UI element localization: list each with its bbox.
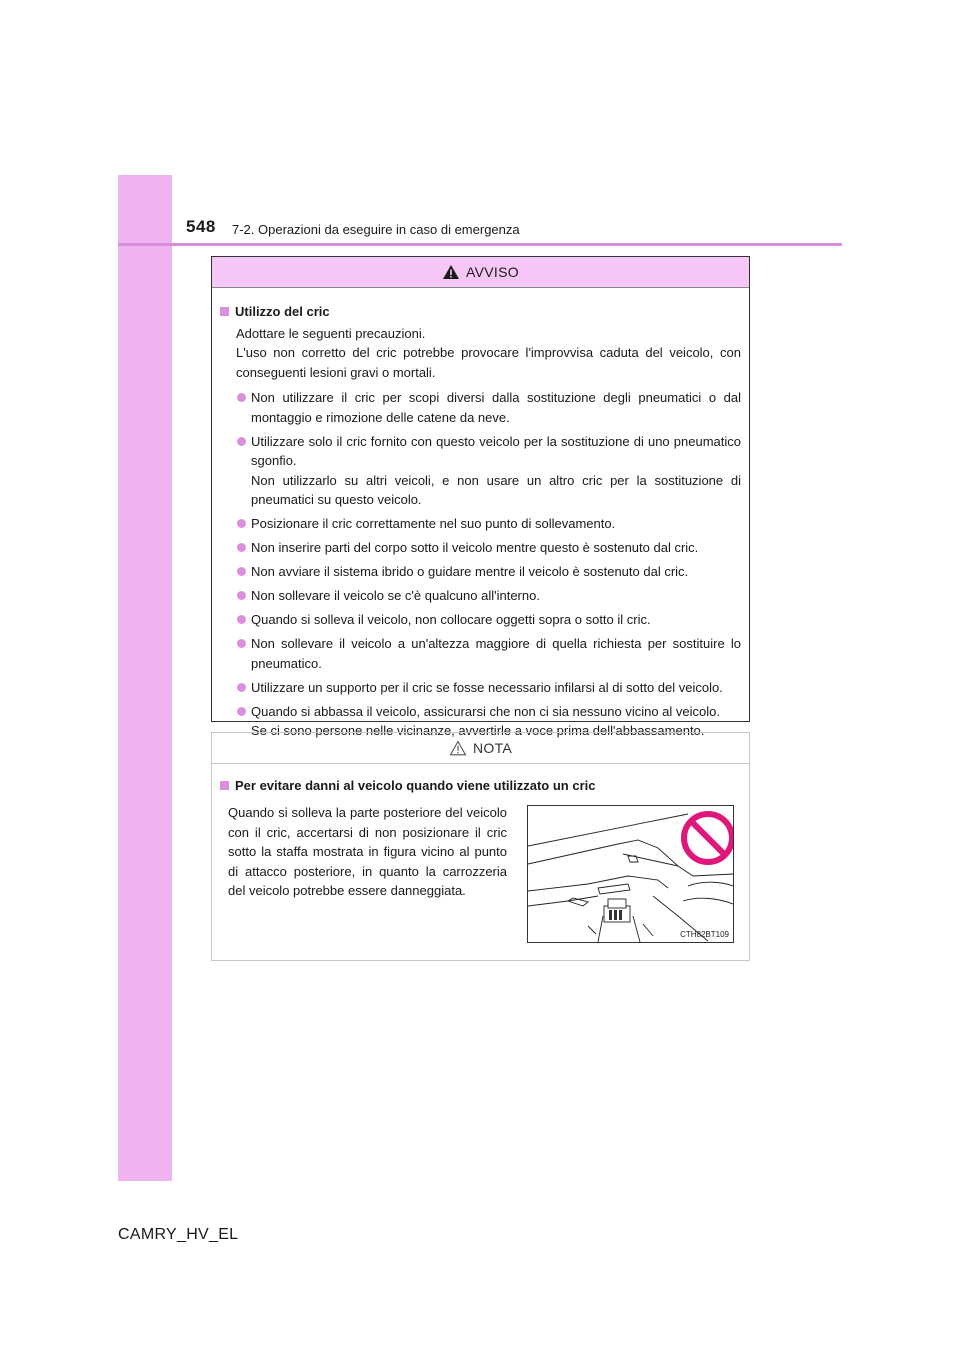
figure-code: CTH82BT109 — [680, 930, 729, 939]
warning-subheading — [220, 302, 741, 322]
bullet-dot-icon — [237, 707, 246, 716]
jack-under-vehicle-illustration — [528, 806, 733, 942]
list-item: Non avviare il sistema ibrido o guidare mentre il veicolo è sostenuto dal cric. — [220, 562, 741, 582]
list-item: Quando si solleva il veicolo, non collocare oggetti sopra o sotto il cric. — [220, 610, 741, 630]
page-number: 548 — [186, 217, 216, 236]
bullet-dot-icon — [237, 437, 246, 446]
list-item: Non sollevare il veicolo a un'altezza maggiore di quella richiesta per sostituire lo pneumatico. — [220, 634, 741, 673]
bullet-dot-icon — [237, 393, 246, 402]
list-item: Quando si abbassa il veicolo, assicurarsi che non ci sia nessuno vicino al veicolo. Se ci sono persone nelle vicinanze, avvertirle a voce prima dell'abbassamento. — [220, 702, 741, 741]
square-bullet-icon — [220, 781, 229, 790]
list-item: Non sollevare il veicolo se c'è qualcuno all'interno. — [220, 586, 741, 606]
bullet-dot-icon — [237, 683, 246, 692]
bullet-dot-icon — [237, 591, 246, 600]
notice-box — [211, 732, 750, 961]
notice-title: NOTA — [472, 740, 513, 756]
section-title: 7-2. Operazioni da eseguire in caso di emergenza — [232, 222, 520, 237]
warning-intro: Adottare le seguenti precauzioni. — [236, 325, 426, 341]
list-item: Non inserire parti del corpo sotto il veicolo mentre questo è sostenuto dal cric. — [220, 538, 741, 558]
list-item: Posizionare il cric correttamente nel suo punto di sollevamento. — [220, 514, 741, 534]
warning-box — [211, 256, 750, 738]
warning-triangle-icon — [442, 264, 460, 280]
bullet-dot-icon — [237, 543, 246, 552]
warning-bullet-list — [220, 388, 741, 741]
warning-subheading-text: Utilizzo del cric — [235, 304, 330, 319]
bullet-dot-icon — [237, 639, 246, 648]
header-rule — [118, 243, 842, 246]
warning-intro-2: L'uso non corretto del cric potrebbe provocare l'improvvisa caduta del veicolo, con conseguenti lesioni gravi o mortali. — [236, 345, 741, 380]
notice-subheading-text: Per evitare danni al veicolo quando viene utilizzato un cric — [235, 778, 596, 793]
warning-title: AVVISO — [466, 264, 519, 280]
notice-subheading — [220, 778, 741, 793]
list-item: Utilizzare solo il cric fornito con questo veicolo per la sostituzione di uno pneumatico sgonfio. Non utilizzarlo su altri veicoli, e non usare un altro cric per la sostituzione di pneumatici su questo veicolo. — [220, 432, 741, 510]
notice-text: Quando si solleva la parte posteriore del veicolo con il cric, accertarsi di non posizionare il cric sotto la staffa mostrata in figura vicino al punto di attacco posteriore, in quanto la carrozzeria del veicolo potrebbe essere danneggiata. — [228, 805, 507, 898]
square-bullet-icon — [220, 307, 229, 316]
footer-model: CAMRY_HV_EL — [118, 1226, 239, 1243]
list-item: Non utilizzare il cric per scopi diversi dalla sostituzione degli pneumatici o dal montaggio e rimozione delle catene da neve. — [220, 388, 741, 427]
warning-body — [212, 288, 749, 741]
side-band — [118, 175, 172, 1181]
list-item: Utilizzare un supporto per il cric se fosse necessario infilarsi al di sotto del veicolo. — [220, 678, 741, 698]
notice-header — [212, 733, 749, 764]
caution-triangle-outline-icon — [449, 740, 467, 756]
notice-body — [212, 764, 749, 793]
warning-header — [212, 257, 749, 288]
jack-illustration — [527, 805, 734, 943]
bullet-dot-icon — [237, 615, 246, 624]
bullet-dot-icon — [237, 519, 246, 528]
bullet-dot-icon — [237, 567, 246, 576]
